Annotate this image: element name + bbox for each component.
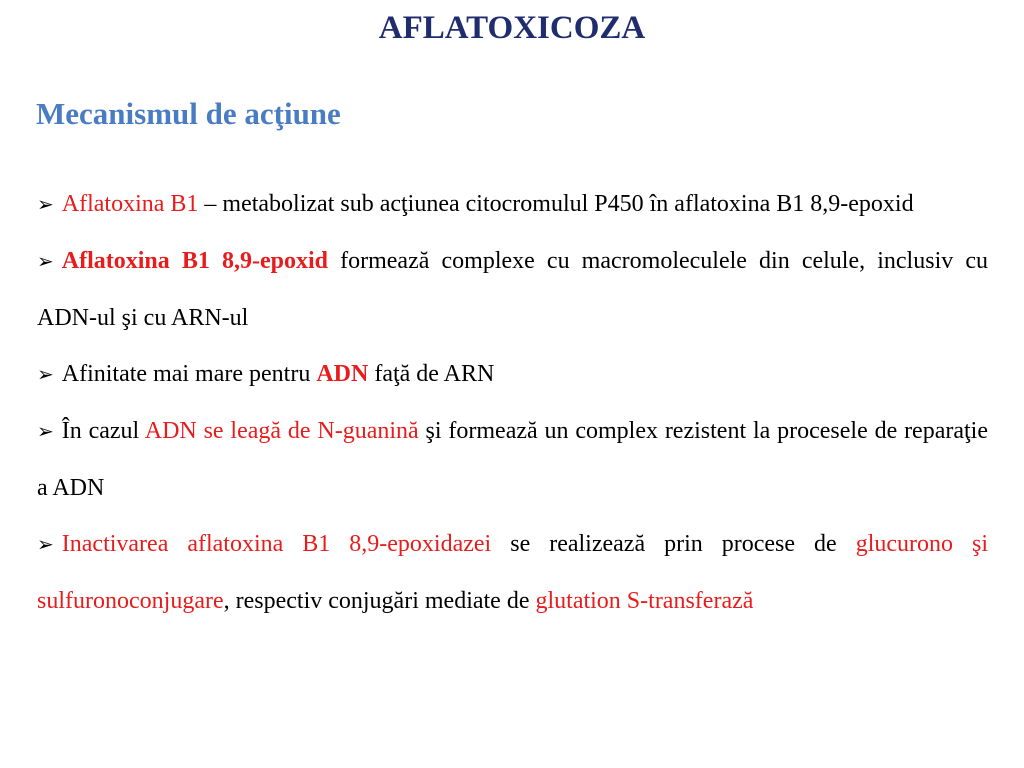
bullet-text: formează complexe cu macromoleculele din celule, inclusiv cu ADN-ul şi cu ARN-ul xyxy=(37,248,989,331)
arrow-bullet-icon: ➢ xyxy=(37,194,54,216)
highlighted-text: Inactivarea aflatoxina B1 8,9-epoxidazei xyxy=(61,531,492,557)
highlighted-text: Aflatoxina B1 xyxy=(61,191,199,217)
highlighted-text: Aflatoxina B1 8,9-epoxid xyxy=(61,248,329,274)
highlighted-text: ADN xyxy=(316,361,369,387)
bullet-text: Afinitate mai mare pentru xyxy=(61,361,317,387)
slide-subtitle: Mecanismul de acţiune xyxy=(36,96,341,131)
arrow-bullet-icon: ➢ xyxy=(37,421,54,443)
bullet-text: , respectiv conjugări mediate de xyxy=(223,588,536,614)
bullet-text: se realizează prin procese de xyxy=(491,531,856,557)
bullet-text: şi formează un complex rezistent la procesele de reparaţie a ADN xyxy=(37,418,988,501)
bullet-item xyxy=(37,176,988,233)
bullet-item xyxy=(37,516,988,629)
slide-title: AFLATOXICOZA xyxy=(378,10,646,46)
arrow-bullet-icon: ➢ xyxy=(37,364,54,386)
highlighted-text: glutation S-transferază xyxy=(535,588,754,614)
highlighted-text: glucurono şi sulfuronoconjugare xyxy=(37,531,988,614)
bullet-item xyxy=(37,403,988,516)
bullet-list xyxy=(37,176,988,629)
highlighted-text: ADN se leagă de N-guanină xyxy=(144,418,419,444)
bullet-item xyxy=(37,233,988,346)
bullet-item xyxy=(37,346,988,403)
bullet-text: faţă de ARN xyxy=(368,361,495,387)
arrow-bullet-icon: ➢ xyxy=(37,251,54,273)
arrow-bullet-icon: ➢ xyxy=(37,534,54,556)
bullet-text: În cazul xyxy=(61,418,145,444)
bullet-text: – metabolizat sub acţiunea citocromulul P450 în aflatoxina B1 8,9-epoxid xyxy=(198,191,914,217)
